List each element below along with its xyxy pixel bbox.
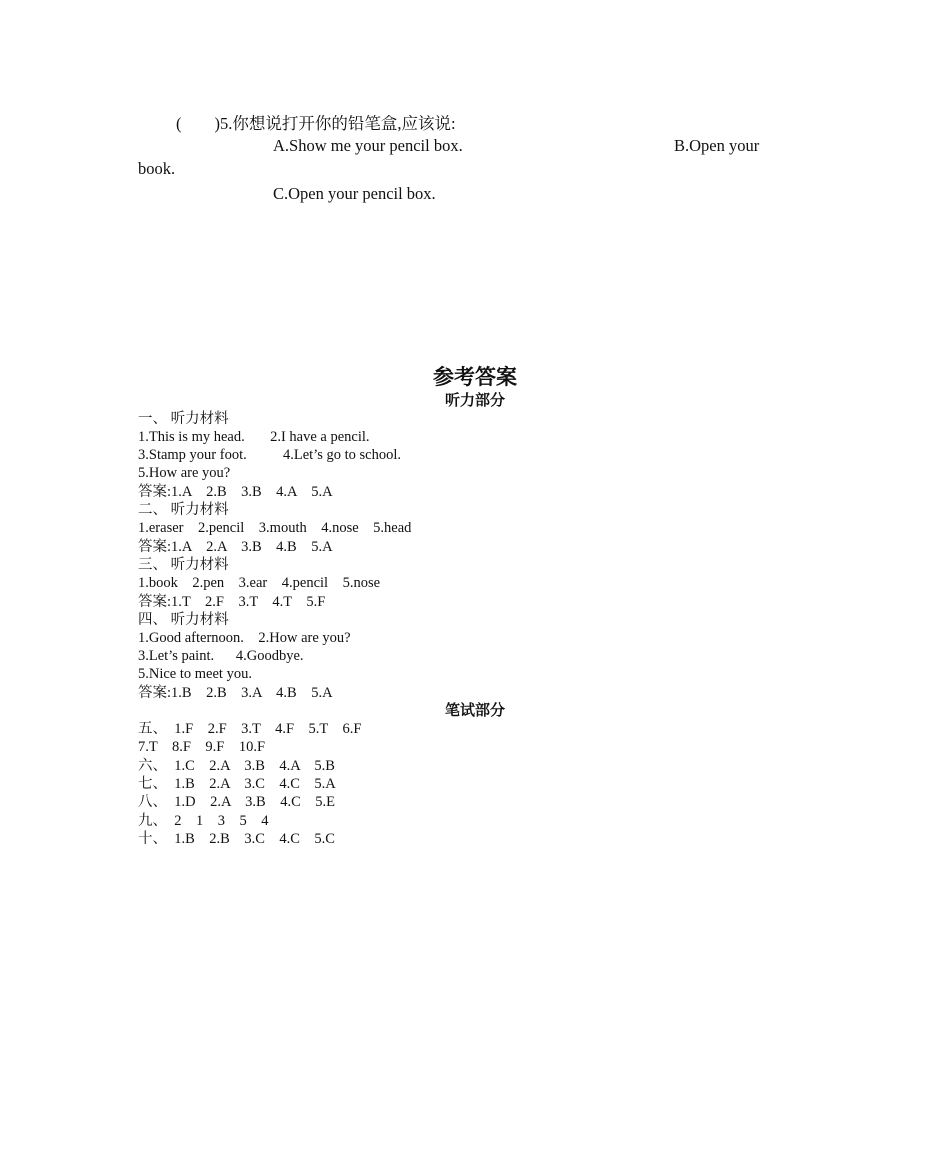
written-line: 五、 1.F 2.F 3.T 4.F 5.T 6.F <box>138 721 362 737</box>
option-b: B.Open your <box>674 136 760 155</box>
written-line: 八、 1.D 2.A 3.B 4.C 5.E <box>138 794 335 810</box>
listening-line: 3.Stamp your foot. 4.Let’s go to school. <box>138 447 401 463</box>
option-b-continuation: book. <box>138 159 176 178</box>
written-heading: 笔试部分 <box>444 703 505 719</box>
option-c: C.Open your pencil box. <box>273 184 436 203</box>
listening-line: 1.eraser 2.pencil 3.mouth 4.nose 5.head <box>138 520 412 536</box>
listening-line: 3.Let’s paint. 4.Goodbye. <box>138 648 304 664</box>
listening-line: 答案:1.B 2.B 3.A 4.B 5.A <box>138 685 333 701</box>
listening-line: 5.How are you? <box>138 465 231 481</box>
listening-line: 答案:1.T 2.F 3.T 4.T 5.F <box>138 594 326 610</box>
written-line: 七、 1.B 2.A 3.C 4.C 5.A <box>138 776 336 792</box>
listening-line: 5.Nice to meet you. <box>138 666 252 682</box>
listening-line: 三、 听力材料 <box>138 557 229 573</box>
listening-line: 1.This is my head. 2.I have a pencil. <box>138 429 370 445</box>
written-line: 十、 1.B 2.B 3.C 4.C 5.C <box>138 831 335 847</box>
listening-line: 1.Good afternoon. 2.How are you? <box>138 630 351 646</box>
option-a: A.Show me your pencil box. <box>273 136 463 155</box>
listening-line: 一、 听力材料 <box>138 411 229 427</box>
listening-line: 答案:1.A 2.B 3.B 4.A 5.A <box>138 484 333 500</box>
question-stem: ( )5.你想说打开你的铅笔盒,应该说: <box>176 114 456 133</box>
listening-line: 答案:1.A 2.A 3.B 4.B 5.A <box>138 539 333 555</box>
written-line: 六、 1.C 2.A 3.B 4.A 5.B <box>138 758 335 774</box>
listening-line: 二、 听力材料 <box>138 502 229 518</box>
answers-title: 参考答案 <box>433 365 517 389</box>
listening-heading: 听力部分 <box>444 393 505 409</box>
listening-line: 1.book 2.pen 3.ear 4.pencil 5.nose <box>138 575 381 591</box>
written-line: 九、 2 1 3 5 4 <box>138 813 269 829</box>
listening-line: 四、 听力材料 <box>138 612 229 628</box>
written-line: 7.T 8.F 9.F 10.F <box>138 739 266 755</box>
